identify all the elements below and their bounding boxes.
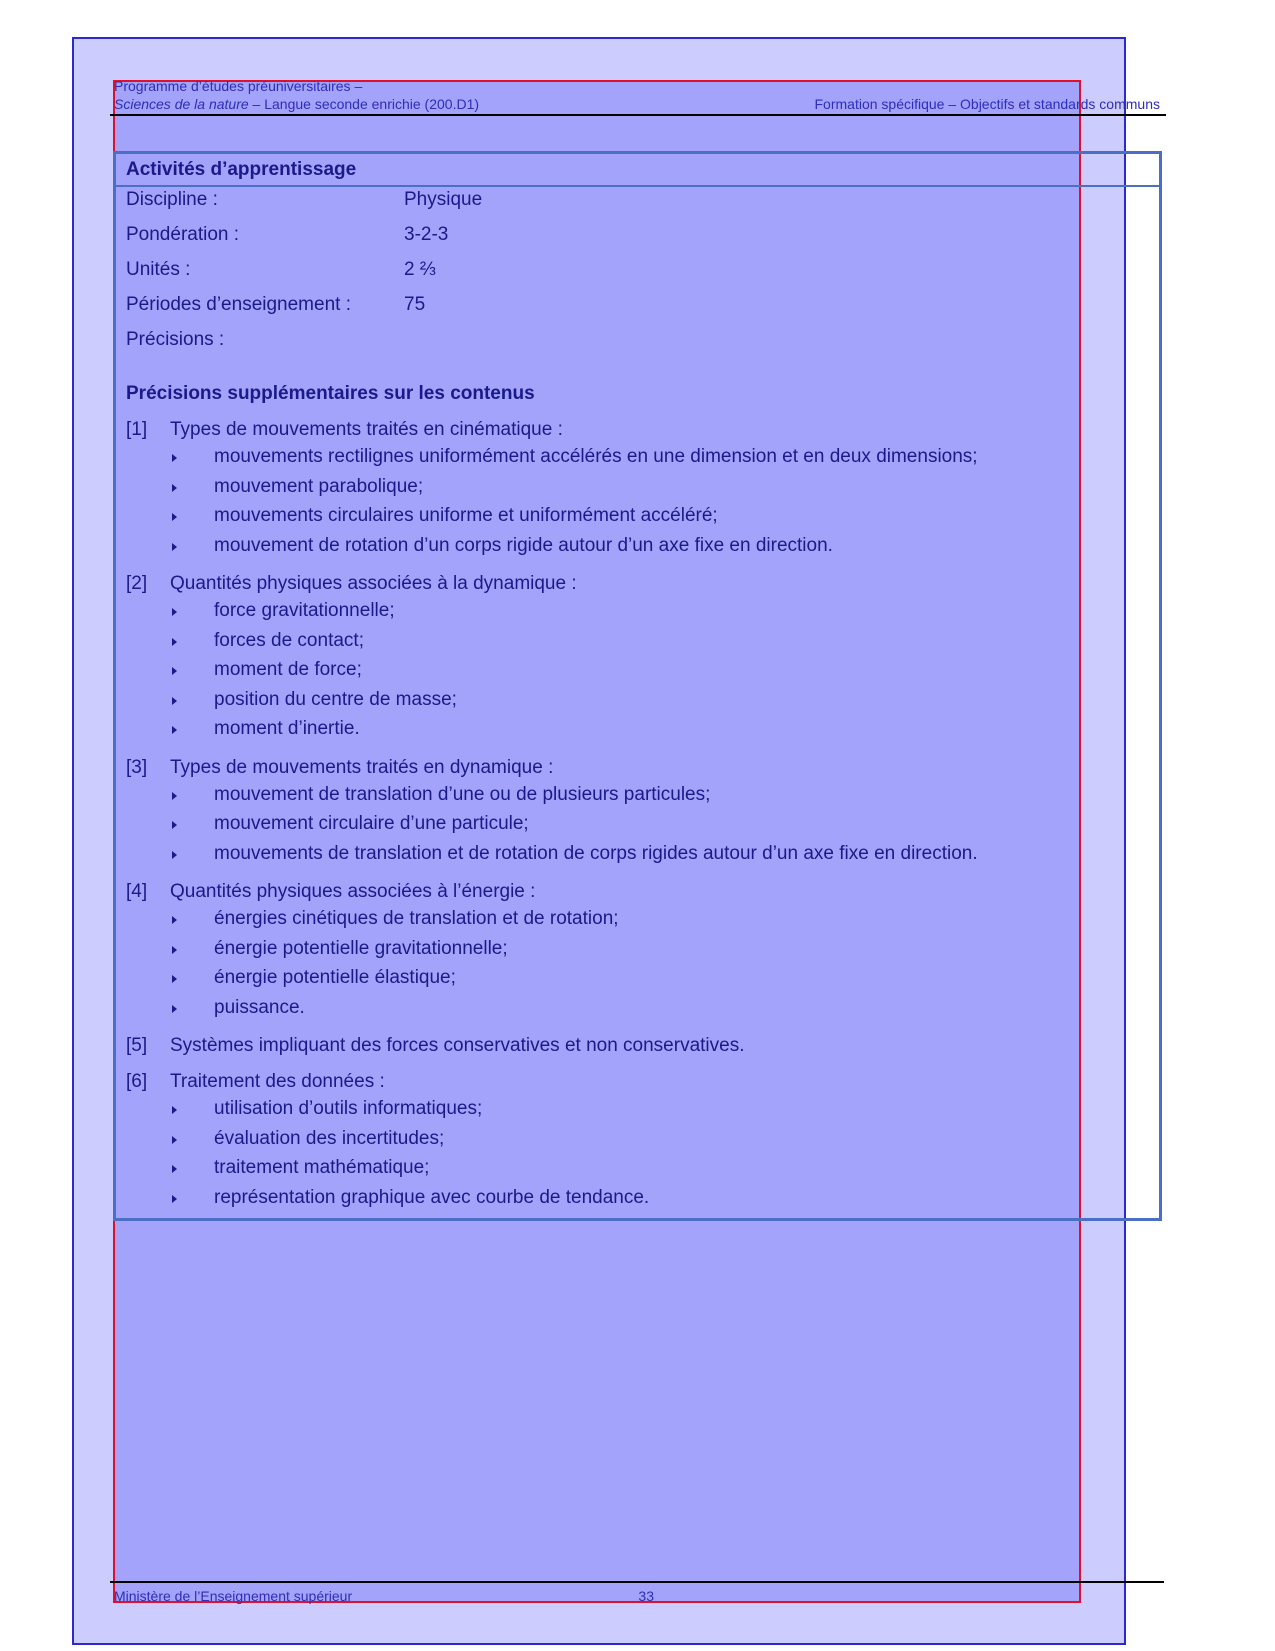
header-program-italic: Sciences de la nature [114,96,249,112]
footer-ministry: Ministère de l’Enseignement supérieur [114,1588,353,1604]
bullet-arrow-icon [126,1094,214,1124]
meta-value: 2 ⅔ [404,259,436,280]
bullet-list [126,780,1126,869]
activities-box-separator [113,185,1162,187]
list-item [126,993,1126,1023]
bullet-arrow-icon [126,1153,214,1183]
details-title: Précisions supplémentaires sur les contenus [126,383,535,404]
list-item-text: force gravitationnelle; [214,600,395,621]
detail-item-head [126,1034,1126,1058]
bullet-arrow-icon [126,472,214,502]
list-item [126,472,1126,502]
list-item [126,655,1126,685]
header-line-1: Programme d’études préuniversitaires – [114,78,363,94]
detail-item-text: Quantités physiques associées à la dynamique : [170,573,577,594]
detail-item-number: [1] [126,419,148,440]
details-list [126,418,1126,1224]
bullet-list [126,1094,1126,1212]
list-item [126,1183,1126,1213]
detail-item-text: Systèmes impliquant des forces conservatives et non conservatives. [170,1035,745,1056]
bullet-arrow-icon [126,655,214,685]
list-item-text: mouvements circulaires uniforme et uniformément accéléré; [214,505,718,526]
bullet-arrow-icon [126,685,214,715]
bullet-arrow-icon [126,1183,214,1213]
detail-item [126,1034,1126,1058]
detail-item-number: [5] [126,1035,148,1056]
detail-item-head [126,418,1126,442]
list-item [126,442,1126,472]
list-item [126,685,1126,715]
list-item [126,596,1126,626]
list-item-text: position du centre de masse; [214,688,457,710]
bullet-list [126,904,1126,1022]
meta-key: Discipline : [126,189,218,210]
detail-item-head [126,572,1126,596]
footer-rule [110,1581,1164,1583]
bullet-arrow-icon [126,993,214,1023]
bullet-arrow-icon [126,626,214,656]
footer [114,1588,654,1604]
detail-item-number: [6] [126,1071,148,1092]
detail-item-head [126,880,1126,904]
list-item-text: mouvement parabolique; [214,475,424,497]
detail-item-number: [2] [126,573,148,594]
list-item-text: puissance. [214,996,305,1018]
list-item-text: énergie potentielle élastique; [214,967,456,988]
page-number: 33 [638,1588,654,1604]
bullet-arrow-icon [126,714,214,744]
list-item-text: mouvements de translation et de rotation de corps rigides autour d’un axe fixe en direction. [214,842,978,864]
detail-item [126,880,1126,1022]
list-item [126,904,1126,934]
detail-item [126,1070,1126,1212]
list-item-text: moment de force; [214,659,362,680]
bullet-arrow-icon [126,596,214,626]
header-program-rest: – Langue seconde enrichie (200.D1) [248,96,480,112]
detail-item [126,572,1126,744]
detail-item-number: [4] [126,881,148,902]
list-item [126,501,1126,531]
detail-item-text: Types de mouvements traités en cinématique : [170,419,563,440]
list-item-text: évaluation des incertitudes; [214,1127,445,1149]
bullet-arrow-icon [126,963,214,993]
list-item [126,839,1126,869]
list-item-text: utilisation d’outils informatiques; [214,1098,483,1119]
list-item [126,809,1126,839]
header-right: Formation spécifique – Objectifs et standards communs [814,96,1160,112]
list-item [126,626,1126,656]
detail-item-head [126,756,1126,780]
list-item-text: mouvement circulaire d’une particule; [214,813,529,834]
list-item [126,934,1126,964]
detail-item [126,756,1126,869]
list-item-text: énergie potentielle gravitationnelle; [214,937,508,959]
bullet-arrow-icon [126,780,214,810]
activities-title: Activités d’apprentissage [126,159,357,180]
detail-item-head [126,1070,1126,1094]
detail-item-text: Types de mouvements traités en dynamique : [170,756,554,778]
header-program [114,96,479,112]
list-item [126,780,1126,810]
bullet-list [126,442,1126,560]
meta-key: Unités : [126,259,191,280]
bullet-arrow-icon [126,442,214,472]
meta-value: 3-2-3 [404,224,449,245]
list-item [126,963,1126,993]
bullet-arrow-icon [126,809,214,839]
header-rule [110,114,1166,116]
detail-item-number: [3] [126,756,148,778]
bullet-arrow-icon [126,1124,214,1154]
bullet-list [126,596,1126,744]
bullet-arrow-icon [126,904,214,934]
detail-item [126,418,1126,560]
bullet-arrow-icon [126,934,214,964]
list-item-text: mouvement de translation d’une ou de plusieurs particules; [214,783,711,805]
list-item-text: représentation graphique avec courbe de tendance. [214,1186,650,1208]
bullet-arrow-icon [126,531,214,561]
list-item [126,1124,1126,1154]
list-item-text: traitement mathématique; [214,1157,430,1178]
list-item [126,714,1126,744]
list-item-text: forces de contact; [214,629,364,651]
header-line-2 [114,96,1160,112]
meta-key: Périodes d’enseignement : [126,294,351,315]
bullet-arrow-icon [126,839,214,869]
list-item [126,1153,1126,1183]
list-item-text: énergies cinétiques de translation et de rotation; [214,908,619,929]
bullet-arrow-icon [126,501,214,531]
meta-value: Physique [404,189,483,210]
list-item-text: moment d’inertie. [214,718,360,739]
list-item [126,1094,1126,1124]
detail-item-text: Quantités physiques associées à l’énergie : [170,881,536,902]
meta-key: Pondération : [126,224,240,245]
list-item-text: mouvements rectilignes uniformément accélérés en une dimension et en deux dimensions; [214,446,978,467]
meta-key: Précisions : [126,329,225,350]
list-item [126,531,1126,561]
meta-value: 75 [404,294,426,315]
list-item-text: mouvement de rotation d’un corps rigide autour d’un axe fixe en direction. [214,534,833,556]
detail-item-text: Traitement des données : [170,1071,385,1092]
